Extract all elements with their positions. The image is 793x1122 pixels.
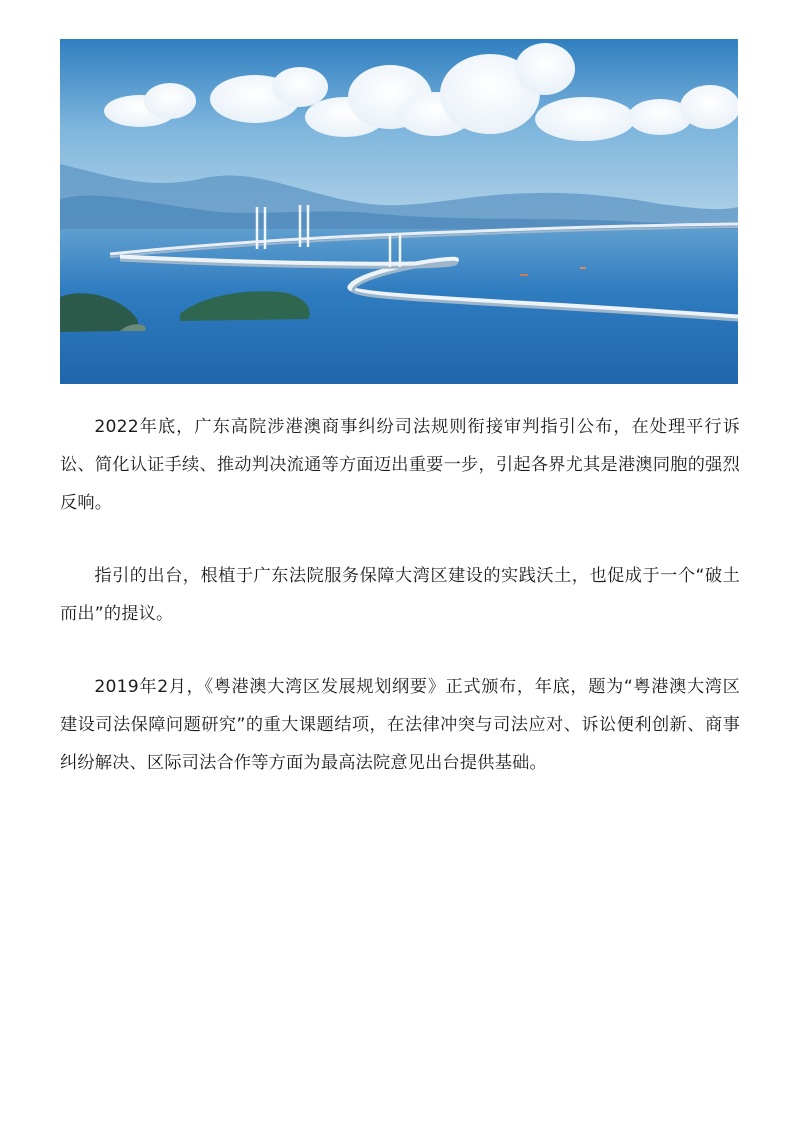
paragraph-2: 指引的出台，根植于广东法院服务保障大湾区建设的实践沃土，也促成于一个“破土而出”的提议。 — [60, 566, 740, 624]
bridge-photo — [60, 39, 738, 384]
paragraph-3: 2019年2月，《粤港澳大湾区发展规划纲要》正式颁布，年底，题为“粤港澳大湾区建设司法保障问题研究”的重大课题结项，在法律冲突与司法应对、诉讼便利创新、商事纠纷解决、区际司法合作等方面为最高法院意见出台提供基础。 — [60, 677, 740, 773]
article-body — [60, 408, 740, 817]
paragraph-1: 2022年底，广东高院涉港澳商事纠纷司法规则衔接审判指引公布，在处理平行诉讼、简化认证手续、推动判决流通等方面迈出重要一步，引起各界尤其是港澳同胞的强烈反响。 — [60, 417, 740, 513]
